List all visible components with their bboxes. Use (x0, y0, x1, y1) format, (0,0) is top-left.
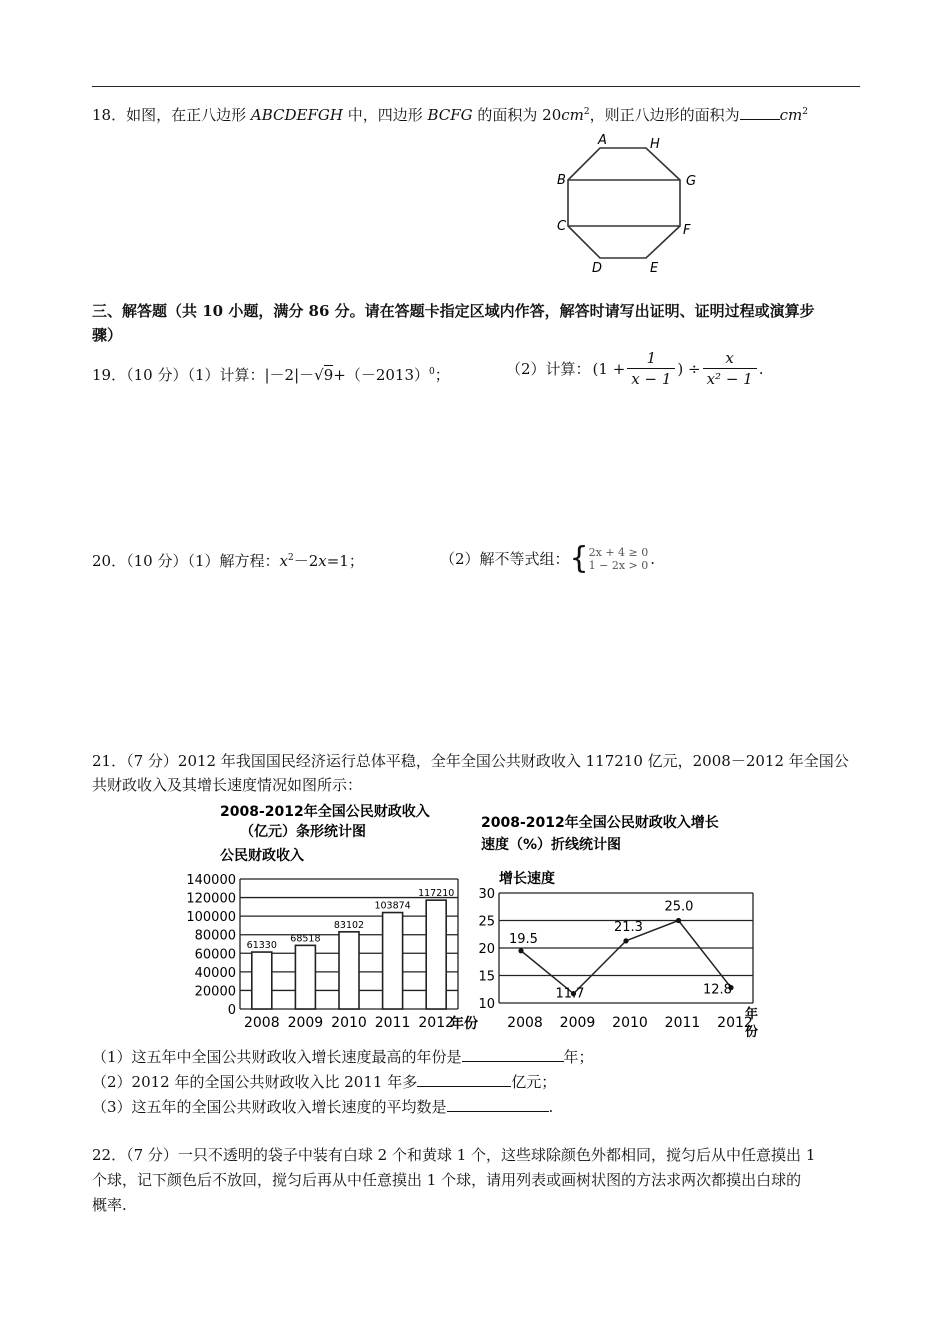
line-chart-xlabel-1: 年 (745, 1007, 759, 1022)
vertex-label-d: D (592, 261, 603, 276)
bar-value-label: 83102 (333, 919, 365, 931)
q19-fraction-2: $\frac{x}{\text{x² − 1}}$ (703, 348, 757, 389)
bar-value-label: 61330 (246, 940, 277, 952)
bar-chart-ytick: 140000 (186, 873, 236, 888)
vertex-label-h: H (650, 137, 660, 152)
q20-part2: （2）解不等式组： { 2x + 4 ≥ 0 1 − 2x > 0 . (440, 541, 656, 576)
bar-chart-ytick: 120000 (186, 891, 236, 907)
line-point-2011 (676, 918, 681, 923)
line-chart-xtick: 2008 (507, 1015, 543, 1031)
brace-icon: { (569, 541, 589, 576)
q21-sub1-blank[interactable] (462, 1061, 564, 1062)
bar-chart-title: 2008-2012年全国公民财政收入 (220, 804, 430, 820)
bar-value-label: 68518 (290, 933, 321, 945)
q20-part1: 20．（10 分）（1）解方程：$x^2-2x=1$； (92, 552, 364, 570)
q22-line3: 概率. (92, 1196, 127, 1214)
q22-line2: 个球，记下颜色后不放回，搅匀后再从中任意摸出 1 个球，请用列表或画树状图的方法求两次都摸出白球的 (92, 1171, 802, 1189)
bar-chart-ytick: 20000 (194, 984, 236, 1000)
section3-line2: 骤） (92, 326, 123, 344)
bar-chart-xtick: 2012 (418, 1015, 455, 1031)
vertex-label-g: G (686, 174, 697, 189)
line-chart-ytick: 20 (478, 942, 495, 957)
line-chart-ytick: 25 (478, 914, 495, 930)
bar-chart-xtick: 2008 (243, 1015, 280, 1031)
bar-2008 (252, 952, 272, 1009)
section3-line1: 三、解答题（共 10 小题，满分 86 分。请在答题卡指定区域内作答，解答时请写出证明、证明过程或演算步 (92, 302, 815, 320)
line-chart-ytick: 30 (478, 887, 495, 902)
q21-sub2-blank[interactable] (417, 1086, 511, 1087)
bar-chart (180, 795, 490, 1040)
line-value-label: 21.3 (614, 919, 643, 935)
q21-sub3: （3）这五年的全国公共财政收入增长速度的平均数是 . (92, 1098, 554, 1116)
line-chart-ytick: 15 (478, 969, 495, 985)
bar-chart-xlabel: 年份 (450, 1016, 478, 1032)
line-chart-xtick: 2009 (559, 1015, 596, 1031)
bar-value-label: 103874 (374, 900, 411, 912)
q21-sub3-blank[interactable] (447, 1111, 549, 1112)
line-chart-subtitle: 速度（%）折线统计图 (481, 837, 622, 853)
vertex-label-b: B (557, 173, 566, 188)
vertex-label-a: A (598, 133, 607, 148)
line-chart-xlabel-2: 份 (745, 1025, 759, 1040)
bar-chart-subtitle: （亿元）条形统计图 (240, 824, 366, 840)
line-chart-ylabel: 增长速度 (499, 871, 555, 887)
line-value-label: 25.0 (664, 899, 694, 915)
q21-line2: 共财政收入及其增长速度情况如图所示： (92, 776, 363, 794)
q18-text: 18．如图，在正八边形 ABCDEFGH 中，四边形 BCFG 的面积为 $20cm^2$，则正八边形的面积为 $cm^2$ (92, 106, 808, 124)
q19-part1: 19．（10 分）（1）计算：$|-2|-√9+(-2013)^0$； (92, 366, 450, 384)
line-chart-xtick: 2010 (612, 1015, 648, 1031)
octagon-outline (568, 148, 680, 258)
q19-part2: （2）计算： (1 + $\frac{1}{x - 1}$ ) ÷ $\frac{x}{\text{x² − 1}}$ . (506, 349, 764, 388)
line-point-2008 (518, 948, 523, 953)
line-value-label: 19.5 (509, 931, 538, 947)
line-point-2010 (623, 938, 628, 943)
line-chart-title: 2008-2012年全国公民财政收入增长 (481, 815, 719, 831)
bar-chart-ylabel: 公民财政收入 (220, 848, 304, 864)
bar-chart-ytick: 40000 (194, 965, 236, 981)
vertex-label-e: E (650, 261, 659, 276)
bar-chart-xtick: 2011 (374, 1015, 411, 1031)
q21-line1: 21．（7 分）2012 年我国国民经济运行总体平稳，全年全国公共财政收入 117210 亿元，2008－2012 年全国公 (92, 752, 849, 770)
bar-chart-ytick: 100000 (186, 910, 236, 926)
bar-chart-xtick: 2010 (331, 1015, 367, 1031)
q19-fraction-1: $\frac{1}{x - 1}$ (627, 348, 675, 389)
line-chart-xtick: 2012 (717, 1015, 753, 1031)
vertex-label-c: C (557, 219, 567, 234)
bar-2009 (295, 945, 315, 1009)
vertex-label-f: F (683, 223, 691, 238)
line-chart-ytick: 10 (478, 997, 495, 1012)
octagon-figure (552, 130, 712, 280)
header-rule (92, 86, 860, 87)
bar-value-label: 117210 (418, 888, 455, 900)
line-value-label: 11.7 (555, 986, 585, 1002)
line-chart-xtick: 2011 (664, 1015, 701, 1031)
inequality-system: 2x + 4 ≥ 0 1 − 2x > 0 (588, 545, 649, 572)
q22-line1: 22．（7 分）一只不透明的袋子中装有白球 2 个和黄球 1 个，这些球除颜色外都相同，搅匀后从中任意摸出 1 (92, 1146, 816, 1164)
line-chart (475, 805, 775, 1045)
bar-chart-ytick: 0 (227, 1003, 236, 1018)
q21-sub2: （2）2012 年的全国公共财政收入比 2011 年多 亿元； (92, 1073, 557, 1091)
bar-2011 (383, 913, 403, 1009)
bar-chart-ytick: 60000 (194, 947, 236, 963)
bar-2010 (339, 932, 359, 1009)
q18-answer-blank[interactable] (740, 119, 780, 120)
bar-2012 (426, 900, 446, 1009)
bar-chart-ytick: 80000 (194, 928, 236, 944)
q21-sub1: （1）这五年中全国公共财政收入增长速度最高的年份是 年； (92, 1048, 594, 1066)
line-value-label: 12.8 (703, 982, 732, 998)
bar-chart-xtick: 2009 (287, 1015, 324, 1031)
